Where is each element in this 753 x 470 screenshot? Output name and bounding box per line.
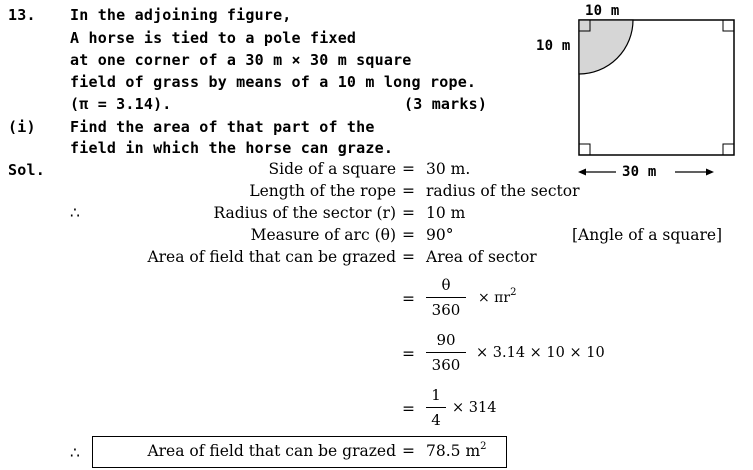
question-number: 13. — [8, 6, 36, 24]
question-line-3: at one corner of a 30 m × 30 m square — [70, 51, 412, 69]
final-lhs: Area of field that can be grazed — [147, 442, 396, 460]
row3-eq: = — [402, 204, 415, 222]
step3-tail: × 314 — [452, 400, 497, 416]
row1-lhs: Side of a square — [268, 160, 396, 178]
row5-lhs: Area of field that can be grazed — [147, 248, 396, 266]
part-label: (i) — [8, 118, 36, 136]
row4-eq: = — [402, 226, 415, 244]
arrow-left-head — [578, 169, 586, 176]
step1-denominator: 360 — [431, 301, 461, 320]
step1-fraction — [426, 276, 466, 319]
step2-fraction — [426, 331, 466, 374]
figure-side-label: 10 m — [536, 38, 571, 54]
step1-fraction-bar — [426, 297, 466, 298]
pi-note: (π = 3.14). — [70, 95, 172, 113]
step3-denominator: 4 — [431, 411, 441, 430]
step3-numerator: 1 — [431, 386, 441, 404]
row2-rhs: radius of the sector — [426, 182, 580, 200]
corner-mark-bottom-left — [579, 144, 590, 155]
marks-label: (3 marks) — [404, 95, 488, 113]
row5-eq: = — [402, 248, 415, 266]
question-line-4: field of grass by means of a 10 m long rope. — [70, 73, 477, 91]
step3-fraction — [426, 386, 446, 429]
row3-therefore: ∴ — [70, 204, 80, 222]
step2-denominator: 360 — [431, 356, 461, 375]
grazed-sector — [579, 20, 633, 74]
step1-tail-text: × πr — [478, 290, 511, 306]
step3-eq: = — [402, 400, 415, 418]
solution-label: Sol. — [8, 161, 45, 179]
corner-mark-bottom-right — [723, 144, 734, 155]
row3-rhs: 10 m — [426, 204, 466, 222]
figure-top-label: 10 m — [585, 3, 620, 19]
corner-mark-top-right — [723, 20, 734, 31]
final-rhs-exponent: 2 — [480, 441, 487, 452]
question-line-1: In the adjoining figure, — [70, 6, 292, 24]
step2-fraction-bar — [426, 352, 466, 353]
row1-rhs: 30 m. — [426, 160, 471, 178]
row2-lhs: Length of the rope — [249, 182, 396, 200]
step2-numerator: 90 — [436, 331, 456, 349]
row2-eq: = — [402, 182, 415, 200]
row5-rhs: Area of sector — [426, 248, 537, 266]
figure-bottom-label: 30 m — [622, 164, 657, 180]
step1-numerator: θ — [441, 276, 451, 294]
step2-tail: × 3.14 × 10 × 10 — [476, 345, 605, 361]
arrow-right-head — [706, 169, 714, 176]
part-line-1: Find the area of that part of the — [70, 118, 375, 136]
final-rhs-value: 78.5 m — [426, 442, 481, 460]
final-rhs — [426, 442, 487, 460]
step1-eq: = — [402, 290, 415, 308]
step2-eq: = — [402, 345, 415, 363]
row4-note: [Angle of a square] — [572, 226, 723, 244]
row4-lhs: Measure of arc (θ) — [250, 226, 396, 244]
question-line-2: A horse is tied to a pole fixed — [70, 29, 357, 47]
step1-tail-exponent: 2 — [510, 287, 517, 298]
final-therefore: ∴ — [70, 444, 80, 462]
row3-lhs: Radius of the sector (r) — [213, 204, 396, 222]
step3-fraction-bar — [426, 407, 446, 408]
row4-rhs: 90° — [426, 226, 454, 244]
final-eq: = — [402, 442, 415, 460]
part-line-2: field in which the horse can graze. — [70, 139, 394, 157]
step1-tail — [478, 287, 517, 306]
square-field-figure — [520, 0, 753, 185]
row1-eq: = — [402, 160, 415, 178]
